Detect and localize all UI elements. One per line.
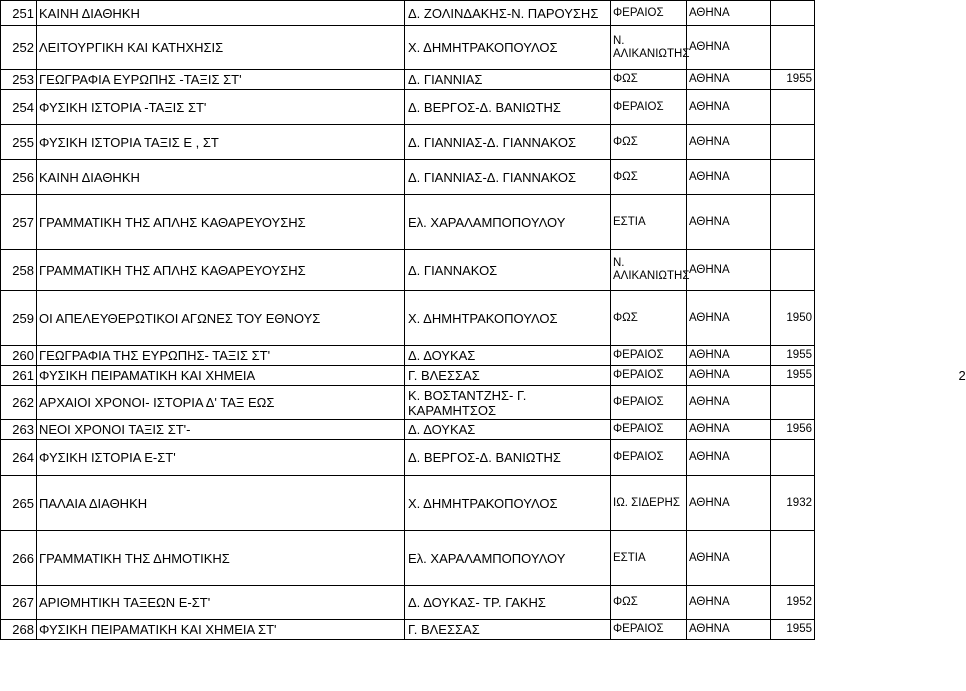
table-row [1,70,961,90]
book-author: Δ. ΔΟΥΚΑΣ- ΤΡ. ΓΑΚΗΣ [405,586,611,620]
book-title: ΟΙ ΑΠΕΛΕΥΘΕΡΩΤΙΚΟΙ ΑΓΩΝΕΣ ΤΟΥ ΕΘΝΟΥΣ [37,291,405,346]
table-row [1,291,961,346]
row-number: 265 [1,476,37,531]
row-extra [957,531,961,586]
row-spacer [815,586,957,620]
table-row [1,620,961,640]
book-title: ΦΥΣΙΚΗ ΙΣΤΟΡΙΑ Ε-ΣΤ' [37,440,405,476]
book-publisher: ΦΕΡΑΙΟΣ [611,440,687,476]
table-row [1,476,961,531]
book-city: ΑΘΗΝΑ [687,195,771,250]
row-extra [957,195,961,250]
book-title: ΑΡΧΑΙΟΙ ΧΡΟΝΟΙ- ΙΣΤΟΡΙΑ Δ' ΤΑΞ ΕΩΣ [37,386,405,420]
book-author: Κ. ΒΟΣΤΑΝΤΖΗΣ- Γ. ΚΑΡΑΜΗΤΣΟΣ [405,386,611,420]
row-spacer [815,291,957,346]
book-year: 1955 [771,366,815,386]
book-title: ΚΑΙΝΗ ΔΙΑΘΗΚΗ [37,1,405,26]
book-publisher: ΙΩ. ΣΙΔΕΡΗΣ [611,476,687,531]
book-publisher: Ν. ΑΛΙΚΑΝΙΩΤΗΣ [611,250,687,291]
book-year [771,195,815,250]
book-city: ΑΘΗΝΑ [687,586,771,620]
book-title: ΠΑΛΑΙΑ ΔΙΑΘΗΚΗ [37,476,405,531]
book-author: Δ. ΒΕΡΓΟΣ-Δ. ΒΑΝΙΩΤΗΣ [405,440,611,476]
table-row [1,440,961,476]
book-publisher: ΦΕΡΑΙΟΣ [611,1,687,26]
book-city: ΑΘΗΝΑ [687,125,771,160]
row-spacer [815,160,957,195]
row-number: 266 [1,531,37,586]
book-publisher: ΦΕΡΑΙΟΣ [611,420,687,440]
table-row [1,195,961,250]
book-year [771,160,815,195]
row-spacer [815,70,957,90]
book-title: ΓΕΩΓΡΑΦΙΑ ΤΗΣ ΕΥΡΩΠΗΣ- ΤΑΞΙΣ ΣΤ' [37,346,405,366]
row-number: 258 [1,250,37,291]
book-city: ΑΘΗΝΑ [687,1,771,26]
book-city: ΑΘΗΝΑ [687,620,771,640]
row-extra [957,125,961,160]
book-city: ΑΘΗΝΑ [687,531,771,586]
table-row [1,26,961,70]
book-author: Δ. ΓΙΑΝΝΙΑΣ [405,70,611,90]
book-year: 1932 [771,476,815,531]
table-row [1,250,961,291]
book-publisher: ΦΩΣ [611,160,687,195]
row-spacer [815,26,957,70]
row-extra [957,586,961,620]
row-extra [957,160,961,195]
book-author: Δ. ΒΕΡΓΟΣ-Δ. ΒΑΝΙΩΤΗΣ [405,90,611,125]
book-author: Χ. ΔΗΜΗΤΡΑΚΟΠΟΥΛΟΣ [405,291,611,346]
table-row [1,420,961,440]
book-author: Ελ. ΧΑΡΑΛΑΜΠΟΠΟΥΛΟΥ [405,531,611,586]
book-title: ΓΕΩΓΡΑΦΙΑ ΕΥΡΩΠΗΣ -ΤΑΞΙΣ ΣΤ' [37,70,405,90]
row-number: 257 [1,195,37,250]
row-spacer [815,1,957,26]
book-publisher: ΦΕΡΑΙΟΣ [611,366,687,386]
book-year [771,90,815,125]
book-city: ΑΘΗΝΑ [687,386,771,420]
row-extra [957,346,961,366]
book-author: Δ. ΔΟΥΚΑΣ [405,420,611,440]
book-publisher: ΦΕΡΑΙΟΣ [611,620,687,640]
row-extra [957,440,961,476]
book-year: 1955 [771,620,815,640]
book-author: Δ. ΔΟΥΚΑΣ [405,346,611,366]
book-author: Γ. ΒΛΕΣΣΑΣ [405,366,611,386]
book-title: ΑΡΙΘΜΗΤΙΚΗ ΤΑΞΕΩΝ Ε-ΣΤ' [37,586,405,620]
book-title: ΝΕΟΙ ΧΡΟΝΟΙ ΤΑΞΙΣ ΣΤ'- [37,420,405,440]
book-title: ΓΡΑΜΜΑΤΙΚΗ ΤΗΣ ΑΠΛΗΣ ΚΑΘΑΡΕΥΟΥΣΗΣ [37,195,405,250]
table-row [1,586,961,620]
table-body [1,1,966,640]
book-year: 1952 [771,586,815,620]
row-extra [957,250,961,291]
book-city: ΑΘΗΝΑ [687,291,771,346]
row-spacer [815,90,957,125]
row-spacer [815,531,957,586]
table-row [1,531,961,586]
row-number: 267 [1,586,37,620]
row-extra [957,386,961,420]
row-spacer [815,366,957,386]
book-city: ΑΘΗΝΑ [687,90,771,125]
book-author: Χ. ΔΗΜΗΤΡΑΚΟΠΟΥΛΟΣ [405,476,611,531]
row-spacer [815,195,957,250]
book-author: Ελ. ΧΑΡΑΛΑΜΠΟΠΟΥΛΟΥ [405,195,611,250]
row-spacer [815,620,957,640]
book-author: Δ. ΓΙΑΝΝΑΚΟΣ [405,250,611,291]
row-spacer [815,420,957,440]
row-spacer [815,386,957,420]
book-city: ΑΘΗΝΑ [687,476,771,531]
table-row [1,346,961,366]
row-number: 252 [1,26,37,70]
table-row [1,1,961,26]
book-author: Δ. ΓΙΑΝΝΙΑΣ-Δ. ΓΙΑΝΝΑΚΟΣ [405,125,611,160]
book-year [771,26,815,70]
row-spacer [815,250,957,291]
table-row [1,386,961,420]
table-row [1,125,961,160]
book-author: Γ. ΒΛΕΣΣΑΣ [405,620,611,640]
row-extra [957,70,961,90]
book-year [771,440,815,476]
book-year [771,250,815,291]
book-city: ΑΘΗΝΑ [687,346,771,366]
book-publisher: ΦΕΡΑΙΟΣ [611,90,687,125]
book-city: ΑΘΗΝΑ [687,160,771,195]
book-title: ΦΥΣΙΚΗ ΠΕΙΡΑΜΑΤΙΚΗ ΚΑΙ ΧΗΜΕΙΑ [37,366,405,386]
book-year: 1955 [771,70,815,90]
row-number: 268 [1,620,37,640]
book-city: ΑΘΗΝΑ [687,366,771,386]
book-publisher: ΦΩΣ [611,125,687,160]
book-publisher: ΦΕΡΑΙΟΣ [611,346,687,366]
book-year [771,1,815,26]
book-title: ΦΥΣΙΚΗ ΙΣΤΟΡΙΑ -ΤΑΞΙΣ ΣΤ' [37,90,405,125]
row-number: 255 [1,125,37,160]
row-spacer [815,346,957,366]
book-publisher: ΕΣΤΙΑ [611,531,687,586]
book-title: ΦΥΣΙΚΗ ΠΕΙΡΑΜΑΤΙΚΗ ΚΑΙ ΧΗΜΕΙΑ ΣΤ' [37,620,405,640]
row-extra [957,476,961,531]
book-title: ΦΥΣΙΚΗ ΙΣΤΟΡΙΑ ΤΑΞΙΣ Ε , ΣΤ [37,125,405,160]
row-number: 262 [1,386,37,420]
row-extra [957,1,961,26]
book-author: Δ. ΖΟΛΙΝΔΑΚΗΣ-Ν. ΠΑΡΟΥΣΗΣ [405,1,611,26]
table-row [1,366,961,386]
row-spacer [815,476,957,531]
book-publisher: ΦΕΡΑΙΟΣ [611,386,687,420]
book-city: ΑΘΗΝΑ [687,26,771,70]
book-year [771,531,815,586]
book-title: ΓΡΑΜΜΑΤΙΚΗ ΤΗΣ ΑΠΛΗΣ ΚΑΘΑΡΕΥΟΥΣΗΣ [37,250,405,291]
book-title: ΛΕΙΤΟΥΡΓΙΚΗ ΚΑΙ ΚΑΤΗΧΗΣΙΣ [37,26,405,70]
book-year [771,386,815,420]
book-year [771,125,815,160]
row-number: 254 [1,90,37,125]
row-number: 261 [1,366,37,386]
row-extra [957,420,961,440]
book-year: 1956 [771,420,815,440]
book-publisher: ΦΩΣ [611,70,687,90]
book-author: Χ. ΔΗΜΗΤΡΑΚΟΠΟΥΛΟΣ [405,26,611,70]
book-publisher: ΕΣΤΙΑ [611,195,687,250]
row-number: 256 [1,160,37,195]
row-number: 253 [1,70,37,90]
row-extra [957,291,961,346]
row-number: 260 [1,346,37,366]
book-title: ΓΡΑΜΜΑΤΙΚΗ ΤΗΣ ΔΗΜΟΤΙΚΗΣ [37,531,405,586]
table-row [1,90,961,125]
row-extra [957,620,961,640]
book-publisher: ΦΩΣ [611,291,687,346]
row-number: 251 [1,1,37,26]
book-city: ΑΘΗΝΑ [687,250,771,291]
table-row [1,160,961,195]
book-author: Δ. ΓΙΑΝΝΙΑΣ-Δ. ΓΙΑΝΝΑΚΟΣ [405,160,611,195]
book-year: 1955 [771,346,815,366]
book-publisher: Ν. ΑΛΙΚΑΝΙΩΤΗΣ [611,26,687,70]
row-extra: 2 [958,368,966,383]
row-number: 264 [1,440,37,476]
row-extra [957,90,961,125]
book-city: ΑΘΗΝΑ [687,70,771,90]
row-spacer [815,440,957,476]
book-year: 1950 [771,291,815,346]
book-publisher: ΦΩΣ [611,586,687,620]
row-spacer [815,125,957,160]
row-number: 259 [1,291,37,346]
book-city: ΑΘΗΝΑ [687,420,771,440]
book-title: ΚΑΙΝΗ ΔΙΑΘΗΚΗ [37,160,405,195]
row-extra [957,26,961,70]
row-number: 263 [1,420,37,440]
book-city: ΑΘΗΝΑ [687,440,771,476]
